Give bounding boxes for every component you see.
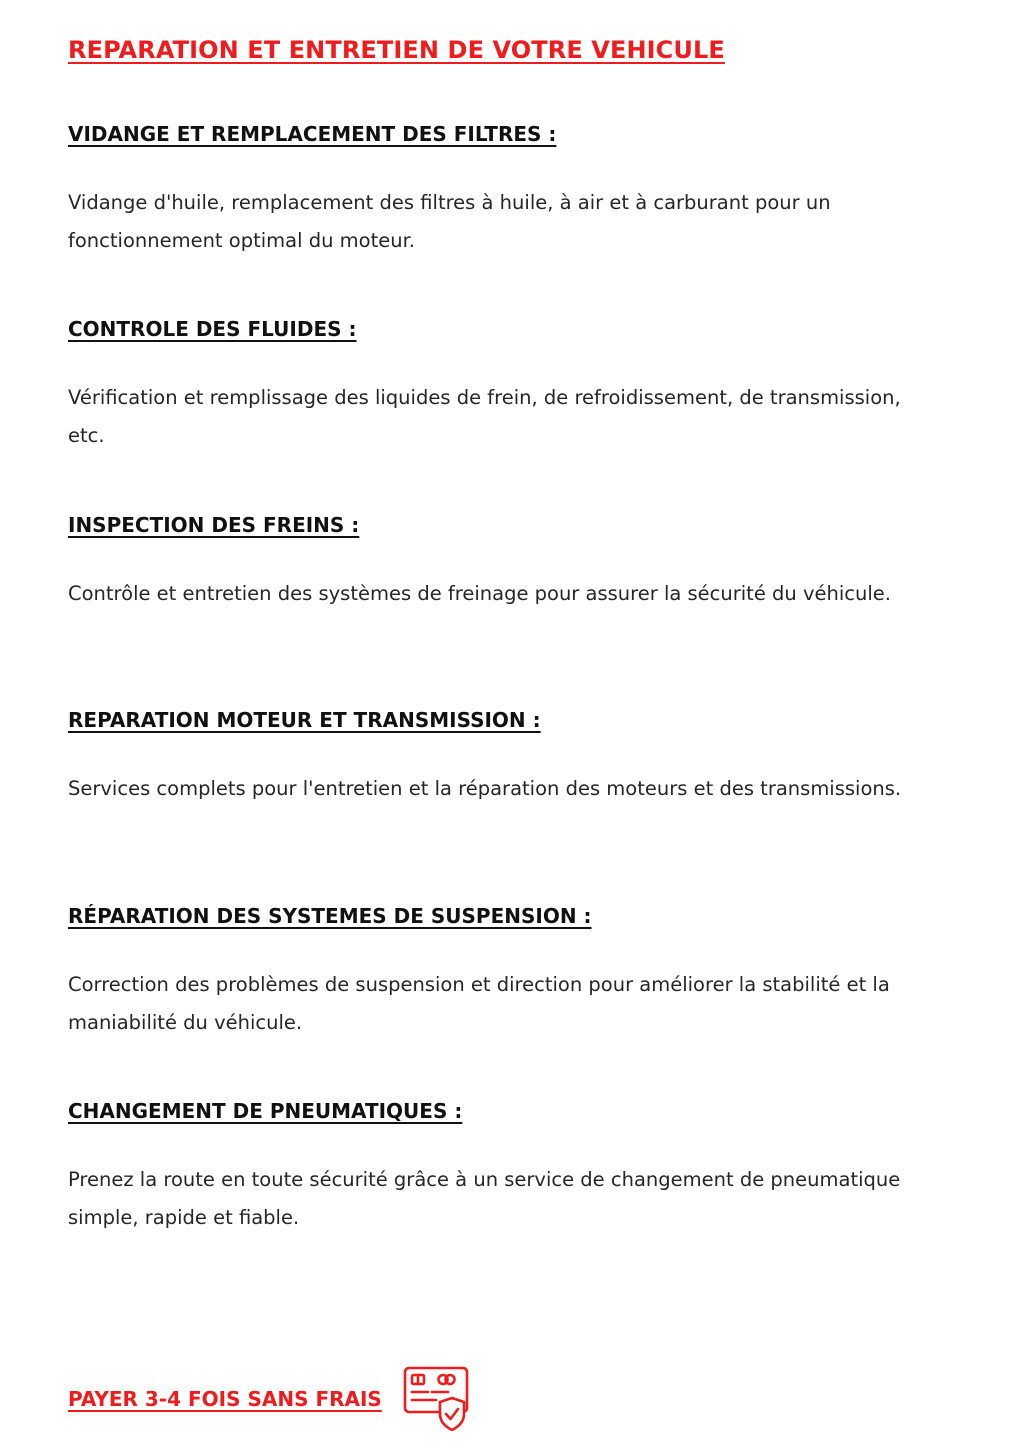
payment-installments-label: PAYER 3-4 FOIS SANS FRAIS xyxy=(68,1387,382,1411)
section-heading: VIDANGE ET REMPLACEMENT DES FILTRES : xyxy=(68,122,557,146)
section-fluides xyxy=(68,317,928,447)
payment-footer xyxy=(68,1366,472,1432)
section-text: Prenez la route en toute sécurité grâce à un service de changement de pneumatique simple, rapide et fiable. xyxy=(68,1168,901,1229)
secure-card-payment-icon xyxy=(402,1364,472,1432)
section-text: Contrôle et entretien des systèmes de freinage pour assurer la sécurité du véhicule. xyxy=(68,582,891,605)
section-text: Correction des problèmes de suspension et direction pour améliorer la stabilité et la maniabilité du véhicule. xyxy=(68,973,890,1034)
section-text: Vérification et remplissage des liquides de frein, de refroidissement, de transmission, etc. xyxy=(68,386,901,447)
section-text: Vidange d'huile, remplacement des filtres à huile, à air et à carburant pour un fonctionnement optimal du moteur. xyxy=(68,191,831,252)
section-pneumatiques xyxy=(68,1099,928,1229)
section-heading: INSPECTION DES FREINS : xyxy=(68,513,360,537)
page-title: REPARATION ET ENTRETIEN DE VOTRE VEHICULE xyxy=(68,36,725,64)
section-suspension xyxy=(68,904,928,1034)
section-vidange xyxy=(68,122,928,252)
section-text: Services complets pour l'entretien et la réparation des moteurs et des transmissions. xyxy=(68,777,902,800)
section-heading: CHANGEMENT DE PNEUMATIQUES : xyxy=(68,1099,463,1123)
section-heading: CONTROLE DES FLUIDES : xyxy=(68,317,357,341)
section-freins xyxy=(68,513,928,605)
section-heading: REPARATION MOTEUR ET TRANSMISSION : xyxy=(68,708,541,732)
section-moteur xyxy=(68,708,928,800)
section-heading: RÉPARATION DES SYSTEMES DE SUSPENSION : xyxy=(68,904,592,928)
